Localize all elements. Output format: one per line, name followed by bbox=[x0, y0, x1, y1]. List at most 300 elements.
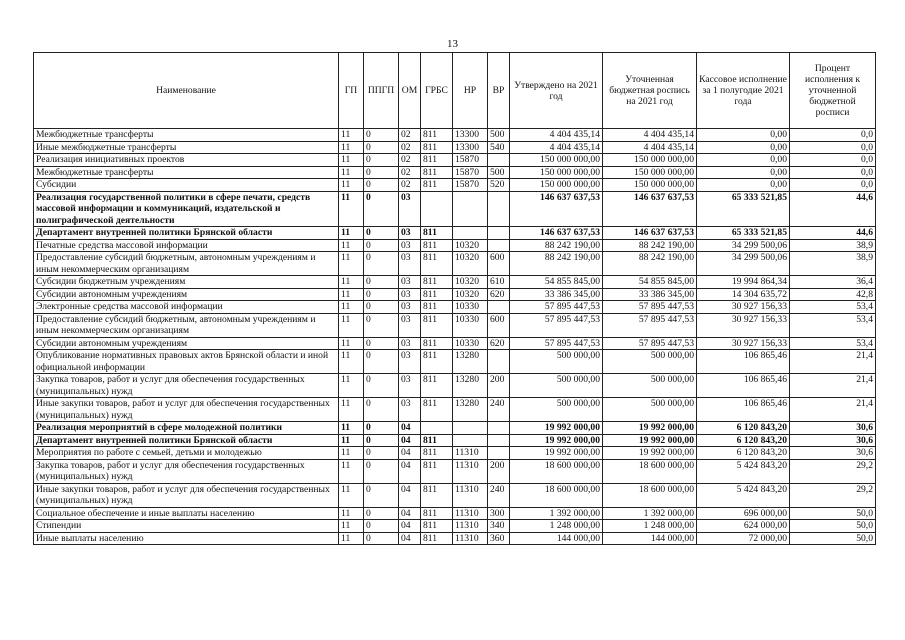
vr-cell: 620 bbox=[488, 288, 510, 301]
executed-cell: 624 000,00 bbox=[697, 520, 790, 533]
nr-cell: 11310 bbox=[453, 459, 488, 483]
gp-cell: 11 bbox=[339, 532, 364, 545]
percent-cell: 0,0 bbox=[790, 154, 876, 167]
vr-cell bbox=[488, 447, 510, 460]
table-row bbox=[34, 301, 876, 314]
refined-cell: 146 637 637,53 bbox=[603, 191, 697, 227]
grbs-cell: 811 bbox=[421, 507, 453, 520]
refined-cell: 150 000 000,00 bbox=[603, 179, 697, 192]
ppgp-cell: 0 bbox=[364, 459, 399, 483]
gp-cell: 11 bbox=[339, 507, 364, 520]
table-row bbox=[34, 520, 876, 533]
vr-cell: 360 bbox=[488, 532, 510, 545]
approved-cell: 500 000,00 bbox=[510, 350, 603, 374]
gp-cell: 11 bbox=[339, 422, 364, 435]
column-header: Утверждено на 2021 год bbox=[510, 53, 603, 129]
grbs-cell: 811 bbox=[421, 141, 453, 154]
approved-cell: 150 000 000,00 bbox=[510, 166, 603, 179]
table-row bbox=[34, 483, 876, 507]
table-row bbox=[34, 179, 876, 192]
grbs-cell: 811 bbox=[421, 447, 453, 460]
approved-cell: 57 895 447,53 bbox=[510, 301, 603, 314]
ppgp-cell: 0 bbox=[364, 179, 399, 192]
executed-cell: 106 865,46 bbox=[697, 398, 790, 422]
refined-cell: 150 000 000,00 bbox=[603, 166, 697, 179]
percent-cell: 50,0 bbox=[790, 532, 876, 545]
row-name-cell: Опубликование нормативных правовых актов Брянской области и иной официальной информации bbox=[34, 350, 339, 374]
table-row bbox=[34, 276, 876, 289]
percent-cell: 30,6 bbox=[790, 434, 876, 447]
executed-cell: 6 120 843,20 bbox=[697, 422, 790, 435]
page-number: 13 bbox=[447, 38, 458, 50]
ppgp-cell: 0 bbox=[364, 166, 399, 179]
vr-cell: 300 bbox=[488, 507, 510, 520]
approved-cell: 57 895 447,53 bbox=[510, 337, 603, 350]
nr-cell: 10320 bbox=[453, 239, 488, 252]
refined-cell: 146 637 637,53 bbox=[603, 227, 697, 240]
nr-cell: 11310 bbox=[453, 520, 488, 533]
row-name-cell: Иные межбюджетные трансферты bbox=[34, 141, 339, 154]
grbs-cell: 811 bbox=[421, 532, 453, 545]
approved-cell: 88 242 190,00 bbox=[510, 252, 603, 276]
table-row bbox=[34, 191, 876, 227]
vr-cell: 200 bbox=[488, 459, 510, 483]
executed-cell: 106 865,46 bbox=[697, 374, 790, 398]
executed-cell: 34 299 500,06 bbox=[697, 239, 790, 252]
approved-cell: 1 392 000,00 bbox=[510, 507, 603, 520]
vr-cell bbox=[488, 350, 510, 374]
approved-cell: 146 637 637,53 bbox=[510, 191, 603, 227]
approved-cell: 146 637 637,53 bbox=[510, 227, 603, 240]
approved-cell: 19 992 000,00 bbox=[510, 447, 603, 460]
row-name-cell: Предоставление субсидий бюджетным, автономным учреждениям и иным некоммерческим организациям bbox=[34, 313, 339, 337]
vr-cell: 240 bbox=[488, 483, 510, 507]
om-cell: 03 bbox=[399, 252, 421, 276]
row-name-cell: Социальное обеспечение и иные выплаты населению bbox=[34, 507, 339, 520]
refined-cell: 4 404 435,14 bbox=[603, 129, 697, 142]
table-row bbox=[34, 288, 876, 301]
grbs-cell: 811 bbox=[421, 313, 453, 337]
percent-cell: 30,6 bbox=[790, 447, 876, 460]
percent-cell: 53,4 bbox=[790, 301, 876, 314]
column-header: НР bbox=[453, 53, 488, 129]
executed-cell: 6 120 843,20 bbox=[697, 447, 790, 460]
ppgp-cell: 0 bbox=[364, 129, 399, 142]
grbs-cell: 811 bbox=[421, 239, 453, 252]
row-name-cell: Закупка товаров, работ и услуг для обеспечения государственных (муниципальных) нужд bbox=[34, 374, 339, 398]
ppgp-cell: 0 bbox=[364, 422, 399, 435]
executed-cell: 0,00 bbox=[697, 129, 790, 142]
ppgp-cell: 0 bbox=[364, 154, 399, 167]
nr-cell: 11310 bbox=[453, 532, 488, 545]
executed-cell: 0,00 bbox=[697, 179, 790, 192]
percent-cell: 53,4 bbox=[790, 337, 876, 350]
ppgp-cell: 0 bbox=[364, 520, 399, 533]
row-name-cell: Межбюджетные трансферты bbox=[34, 129, 339, 142]
row-name-cell: Иные закупки товаров, работ и услуг для обеспечения государственных (муниципальных) нужд bbox=[34, 398, 339, 422]
vr-cell: 500 bbox=[488, 129, 510, 142]
approved-cell: 500 000,00 bbox=[510, 398, 603, 422]
row-name-cell: Стипендии bbox=[34, 520, 339, 533]
table-row bbox=[34, 459, 876, 483]
row-name-cell: Реализация мероприятий в сфере молодежной политики bbox=[34, 422, 339, 435]
column-header: ППГП bbox=[364, 53, 399, 129]
table-row bbox=[34, 532, 876, 545]
nr-cell bbox=[453, 434, 488, 447]
executed-cell: 30 927 156,33 bbox=[697, 337, 790, 350]
grbs-cell: 811 bbox=[421, 374, 453, 398]
row-name-cell: Закупка товаров, работ и услуг для обеспечения государственных (муниципальных) нужд bbox=[34, 459, 339, 483]
om-cell: 03 bbox=[399, 239, 421, 252]
executed-cell: 696 000,00 bbox=[697, 507, 790, 520]
approved-cell: 150 000 000,00 bbox=[510, 154, 603, 167]
vr-cell: 200 bbox=[488, 374, 510, 398]
row-name-cell: Электронные средства массовой информации bbox=[34, 301, 339, 314]
ppgp-cell: 0 bbox=[364, 532, 399, 545]
ppgp-cell: 0 bbox=[364, 191, 399, 227]
gp-cell: 11 bbox=[339, 398, 364, 422]
refined-cell: 1 392 000,00 bbox=[603, 507, 697, 520]
refined-cell: 500 000,00 bbox=[603, 350, 697, 374]
grbs-cell bbox=[421, 422, 453, 435]
om-cell: 04 bbox=[399, 520, 421, 533]
grbs-cell: 811 bbox=[421, 337, 453, 350]
refined-cell: 18 600 000,00 bbox=[603, 459, 697, 483]
gp-cell: 11 bbox=[339, 350, 364, 374]
nr-cell: 10320 bbox=[453, 288, 488, 301]
percent-cell: 0,0 bbox=[790, 129, 876, 142]
om-cell: 02 bbox=[399, 141, 421, 154]
refined-cell: 4 404 435,14 bbox=[603, 141, 697, 154]
row-name-cell: Печатные средства массовой информации bbox=[34, 239, 339, 252]
refined-cell: 500 000,00 bbox=[603, 398, 697, 422]
grbs-cell: 811 bbox=[421, 166, 453, 179]
ppgp-cell: 0 bbox=[364, 276, 399, 289]
percent-cell: 38,9 bbox=[790, 239, 876, 252]
executed-cell: 6 120 843,20 bbox=[697, 434, 790, 447]
grbs-cell: 811 bbox=[421, 227, 453, 240]
nr-cell bbox=[453, 191, 488, 227]
column-header: ГРБС bbox=[421, 53, 453, 129]
column-header: ГП bbox=[339, 53, 364, 129]
om-cell: 04 bbox=[399, 447, 421, 460]
om-cell: 03 bbox=[399, 191, 421, 227]
row-name-cell: Субсидии bbox=[34, 179, 339, 192]
executed-cell: 72 000,00 bbox=[697, 532, 790, 545]
om-cell: 03 bbox=[399, 313, 421, 337]
table-row bbox=[34, 129, 876, 142]
nr-cell: 13300 bbox=[453, 129, 488, 142]
nr-cell: 11310 bbox=[453, 447, 488, 460]
gp-cell: 11 bbox=[339, 276, 364, 289]
vr-cell bbox=[488, 191, 510, 227]
vr-cell: 540 bbox=[488, 141, 510, 154]
table-row bbox=[34, 398, 876, 422]
column-header: Кассовое исполнение за 1 полугодие 2021 года bbox=[697, 53, 790, 129]
vr-cell bbox=[488, 434, 510, 447]
gp-cell: 11 bbox=[339, 288, 364, 301]
gp-cell: 11 bbox=[339, 447, 364, 460]
executed-cell: 0,00 bbox=[697, 154, 790, 167]
ppgp-cell: 0 bbox=[364, 447, 399, 460]
vr-cell: 610 bbox=[488, 276, 510, 289]
approved-cell: 57 895 447,53 bbox=[510, 313, 603, 337]
vr-cell bbox=[488, 227, 510, 240]
refined-cell: 19 992 000,00 bbox=[603, 434, 697, 447]
approved-cell: 18 600 000,00 bbox=[510, 459, 603, 483]
om-cell: 04 bbox=[399, 483, 421, 507]
om-cell: 03 bbox=[399, 301, 421, 314]
nr-cell: 13280 bbox=[453, 374, 488, 398]
om-cell: 03 bbox=[399, 276, 421, 289]
row-name-cell: Реализация инициативных проектов bbox=[34, 154, 339, 167]
approved-cell: 19 992 000,00 bbox=[510, 422, 603, 435]
om-cell: 03 bbox=[399, 288, 421, 301]
row-name-cell: Иные закупки товаров, работ и услуг для обеспечения государственных (муниципальных) нужд bbox=[34, 483, 339, 507]
gp-cell: 11 bbox=[339, 179, 364, 192]
nr-cell: 15870 bbox=[453, 154, 488, 167]
table-row bbox=[34, 154, 876, 167]
approved-cell: 150 000 000,00 bbox=[510, 179, 603, 192]
om-cell: 03 bbox=[399, 337, 421, 350]
row-name-cell: Предоставление субсидий бюджетным, автономным учреждениям и иным некоммерческим организациям bbox=[34, 252, 339, 276]
row-name-cell: Мероприятия по работе с семьей, детьми и молодежью bbox=[34, 447, 339, 460]
table-row bbox=[34, 434, 876, 447]
percent-cell: 29,2 bbox=[790, 483, 876, 507]
grbs-cell: 811 bbox=[421, 434, 453, 447]
percent-cell: 0,0 bbox=[790, 179, 876, 192]
approved-cell: 1 248 000,00 bbox=[510, 520, 603, 533]
table-row bbox=[34, 166, 876, 179]
table-row bbox=[34, 337, 876, 350]
refined-cell: 1 248 000,00 bbox=[603, 520, 697, 533]
ppgp-cell: 0 bbox=[364, 313, 399, 337]
approved-cell: 33 386 345,00 bbox=[510, 288, 603, 301]
percent-cell: 44,6 bbox=[790, 191, 876, 227]
nr-cell: 10330 bbox=[453, 337, 488, 350]
ppgp-cell: 0 bbox=[364, 398, 399, 422]
gp-cell: 11 bbox=[339, 191, 364, 227]
gp-cell: 11 bbox=[339, 337, 364, 350]
approved-cell: 500 000,00 bbox=[510, 374, 603, 398]
gp-cell: 11 bbox=[339, 374, 364, 398]
percent-cell: 53,4 bbox=[790, 313, 876, 337]
gp-cell: 11 bbox=[339, 239, 364, 252]
executed-cell: 0,00 bbox=[697, 166, 790, 179]
grbs-cell: 811 bbox=[421, 483, 453, 507]
table-row bbox=[34, 350, 876, 374]
column-header: ВР bbox=[488, 53, 510, 129]
ppgp-cell: 0 bbox=[364, 301, 399, 314]
ppgp-cell: 0 bbox=[364, 227, 399, 240]
refined-cell: 19 992 000,00 bbox=[603, 422, 697, 435]
table-row bbox=[34, 227, 876, 240]
table-row bbox=[34, 252, 876, 276]
table-row bbox=[34, 374, 876, 398]
grbs-cell bbox=[421, 191, 453, 227]
grbs-cell: 811 bbox=[421, 129, 453, 142]
table-row bbox=[34, 313, 876, 337]
row-name-cell: Департамент внутренней политики Брянской области bbox=[34, 434, 339, 447]
grbs-cell: 811 bbox=[421, 252, 453, 276]
om-cell: 04 bbox=[399, 507, 421, 520]
refined-cell: 57 895 447,53 bbox=[603, 337, 697, 350]
vr-cell bbox=[488, 301, 510, 314]
approved-cell: 144 000,00 bbox=[510, 532, 603, 545]
ppgp-cell: 0 bbox=[364, 239, 399, 252]
column-header: ОМ bbox=[399, 53, 421, 129]
gp-cell: 11 bbox=[339, 434, 364, 447]
table-row bbox=[34, 239, 876, 252]
vr-cell: 600 bbox=[488, 313, 510, 337]
percent-cell: 21,4 bbox=[790, 374, 876, 398]
percent-cell: 29,2 bbox=[790, 459, 876, 483]
gp-cell: 11 bbox=[339, 227, 364, 240]
table-row bbox=[34, 141, 876, 154]
nr-cell: 10320 bbox=[453, 276, 488, 289]
approved-cell: 18 600 000,00 bbox=[510, 483, 603, 507]
executed-cell: 0,00 bbox=[697, 141, 790, 154]
gp-cell: 11 bbox=[339, 520, 364, 533]
om-cell: 02 bbox=[399, 154, 421, 167]
vr-cell: 240 bbox=[488, 398, 510, 422]
nr-cell: 15870 bbox=[453, 166, 488, 179]
row-name-cell: Субсидии бюджетным учреждениям bbox=[34, 276, 339, 289]
om-cell: 03 bbox=[399, 398, 421, 422]
om-cell: 03 bbox=[399, 350, 421, 374]
executed-cell: 65 333 521,85 bbox=[697, 227, 790, 240]
refined-cell: 88 242 190,00 bbox=[603, 239, 697, 252]
om-cell: 02 bbox=[399, 129, 421, 142]
grbs-cell: 811 bbox=[421, 301, 453, 314]
nr-cell: 15870 bbox=[453, 179, 488, 192]
approved-cell: 4 404 435,14 bbox=[510, 129, 603, 142]
percent-cell: 50,0 bbox=[790, 507, 876, 520]
executed-cell: 65 333 521,85 bbox=[697, 191, 790, 227]
nr-cell: 10330 bbox=[453, 301, 488, 314]
approved-cell: 4 404 435,14 bbox=[510, 141, 603, 154]
percent-cell: 0,0 bbox=[790, 166, 876, 179]
refined-cell: 18 600 000,00 bbox=[603, 483, 697, 507]
om-cell: 04 bbox=[399, 459, 421, 483]
row-name-cell: Иные выплаты населению bbox=[34, 532, 339, 545]
row-name-cell: Субсидии автономным учреждениям bbox=[34, 288, 339, 301]
vr-cell bbox=[488, 422, 510, 435]
ppgp-cell: 0 bbox=[364, 507, 399, 520]
gp-cell: 11 bbox=[339, 301, 364, 314]
executed-cell: 106 865,46 bbox=[697, 350, 790, 374]
table-row bbox=[34, 447, 876, 460]
gp-cell: 11 bbox=[339, 141, 364, 154]
percent-cell: 38,9 bbox=[790, 252, 876, 276]
column-header: Процент исполнения к уточненной бюджетной росписи bbox=[790, 53, 876, 129]
grbs-cell: 811 bbox=[421, 520, 453, 533]
column-header: Уточненная бюджетная роспись на 2021 год bbox=[603, 53, 697, 129]
refined-cell: 19 992 000,00 bbox=[603, 447, 697, 460]
gp-cell: 11 bbox=[339, 154, 364, 167]
grbs-cell: 811 bbox=[421, 276, 453, 289]
grbs-cell: 811 bbox=[421, 288, 453, 301]
percent-cell: 21,4 bbox=[790, 350, 876, 374]
grbs-cell: 811 bbox=[421, 350, 453, 374]
percent-cell: 42,8 bbox=[790, 288, 876, 301]
budget-execution-table bbox=[33, 52, 876, 545]
executed-cell: 14 304 635,72 bbox=[697, 288, 790, 301]
grbs-cell: 811 bbox=[421, 179, 453, 192]
ppgp-cell: 0 bbox=[364, 374, 399, 398]
om-cell: 03 bbox=[399, 227, 421, 240]
executed-cell: 30 927 156,33 bbox=[697, 301, 790, 314]
nr-cell bbox=[453, 227, 488, 240]
approved-cell: 19 992 000,00 bbox=[510, 434, 603, 447]
gp-cell: 11 bbox=[339, 313, 364, 337]
refined-cell: 33 386 345,00 bbox=[603, 288, 697, 301]
row-name-cell: Межбюджетные трансферты bbox=[34, 166, 339, 179]
approved-cell: 54 855 845,00 bbox=[510, 276, 603, 289]
ppgp-cell: 0 bbox=[364, 350, 399, 374]
percent-cell: 50,0 bbox=[790, 520, 876, 533]
table-header-row bbox=[34, 53, 876, 129]
nr-cell: 13300 bbox=[453, 141, 488, 154]
ppgp-cell: 0 bbox=[364, 337, 399, 350]
grbs-cell: 811 bbox=[421, 459, 453, 483]
nr-cell bbox=[453, 422, 488, 435]
vr-cell: 340 bbox=[488, 520, 510, 533]
om-cell: 04 bbox=[399, 434, 421, 447]
vr-cell bbox=[488, 239, 510, 252]
refined-cell: 144 000,00 bbox=[603, 532, 697, 545]
om-cell: 03 bbox=[399, 374, 421, 398]
ppgp-cell: 0 bbox=[364, 252, 399, 276]
percent-cell: 30,6 bbox=[790, 422, 876, 435]
grbs-cell: 811 bbox=[421, 154, 453, 167]
refined-cell: 54 855 845,00 bbox=[603, 276, 697, 289]
om-cell: 02 bbox=[399, 179, 421, 192]
vr-cell: 620 bbox=[488, 337, 510, 350]
nr-cell: 11310 bbox=[453, 507, 488, 520]
nr-cell: 11310 bbox=[453, 483, 488, 507]
om-cell: 02 bbox=[399, 166, 421, 179]
ppgp-cell: 0 bbox=[364, 434, 399, 447]
row-name-cell: Субсидии автономным учреждениям bbox=[34, 337, 339, 350]
vr-cell: 500 bbox=[488, 166, 510, 179]
table-body bbox=[34, 129, 876, 545]
column-header: Наименование bbox=[34, 53, 339, 129]
ppgp-cell: 0 bbox=[364, 483, 399, 507]
om-cell: 04 bbox=[399, 422, 421, 435]
vr-cell bbox=[488, 154, 510, 167]
nr-cell: 10320 bbox=[453, 252, 488, 276]
gp-cell: 11 bbox=[339, 459, 364, 483]
executed-cell: 19 994 864,34 bbox=[697, 276, 790, 289]
percent-cell: 36,4 bbox=[790, 276, 876, 289]
ppgp-cell: 0 bbox=[364, 141, 399, 154]
percent-cell: 21,4 bbox=[790, 398, 876, 422]
om-cell: 04 bbox=[399, 532, 421, 545]
vr-cell: 600 bbox=[488, 252, 510, 276]
gp-cell: 11 bbox=[339, 252, 364, 276]
refined-cell: 88 242 190,00 bbox=[603, 252, 697, 276]
nr-cell: 13280 bbox=[453, 398, 488, 422]
nr-cell: 13280 bbox=[453, 350, 488, 374]
refined-cell: 500 000,00 bbox=[603, 374, 697, 398]
row-name-cell: Реализация государственной политики в сфере печати, средств массовой информации и коммуникаций, издательской и полиграфической деятельности bbox=[34, 191, 339, 227]
nr-cell: 10330 bbox=[453, 313, 488, 337]
executed-cell: 5 424 843,20 bbox=[697, 483, 790, 507]
ppgp-cell: 0 bbox=[364, 288, 399, 301]
table-row bbox=[34, 422, 876, 435]
gp-cell: 11 bbox=[339, 129, 364, 142]
